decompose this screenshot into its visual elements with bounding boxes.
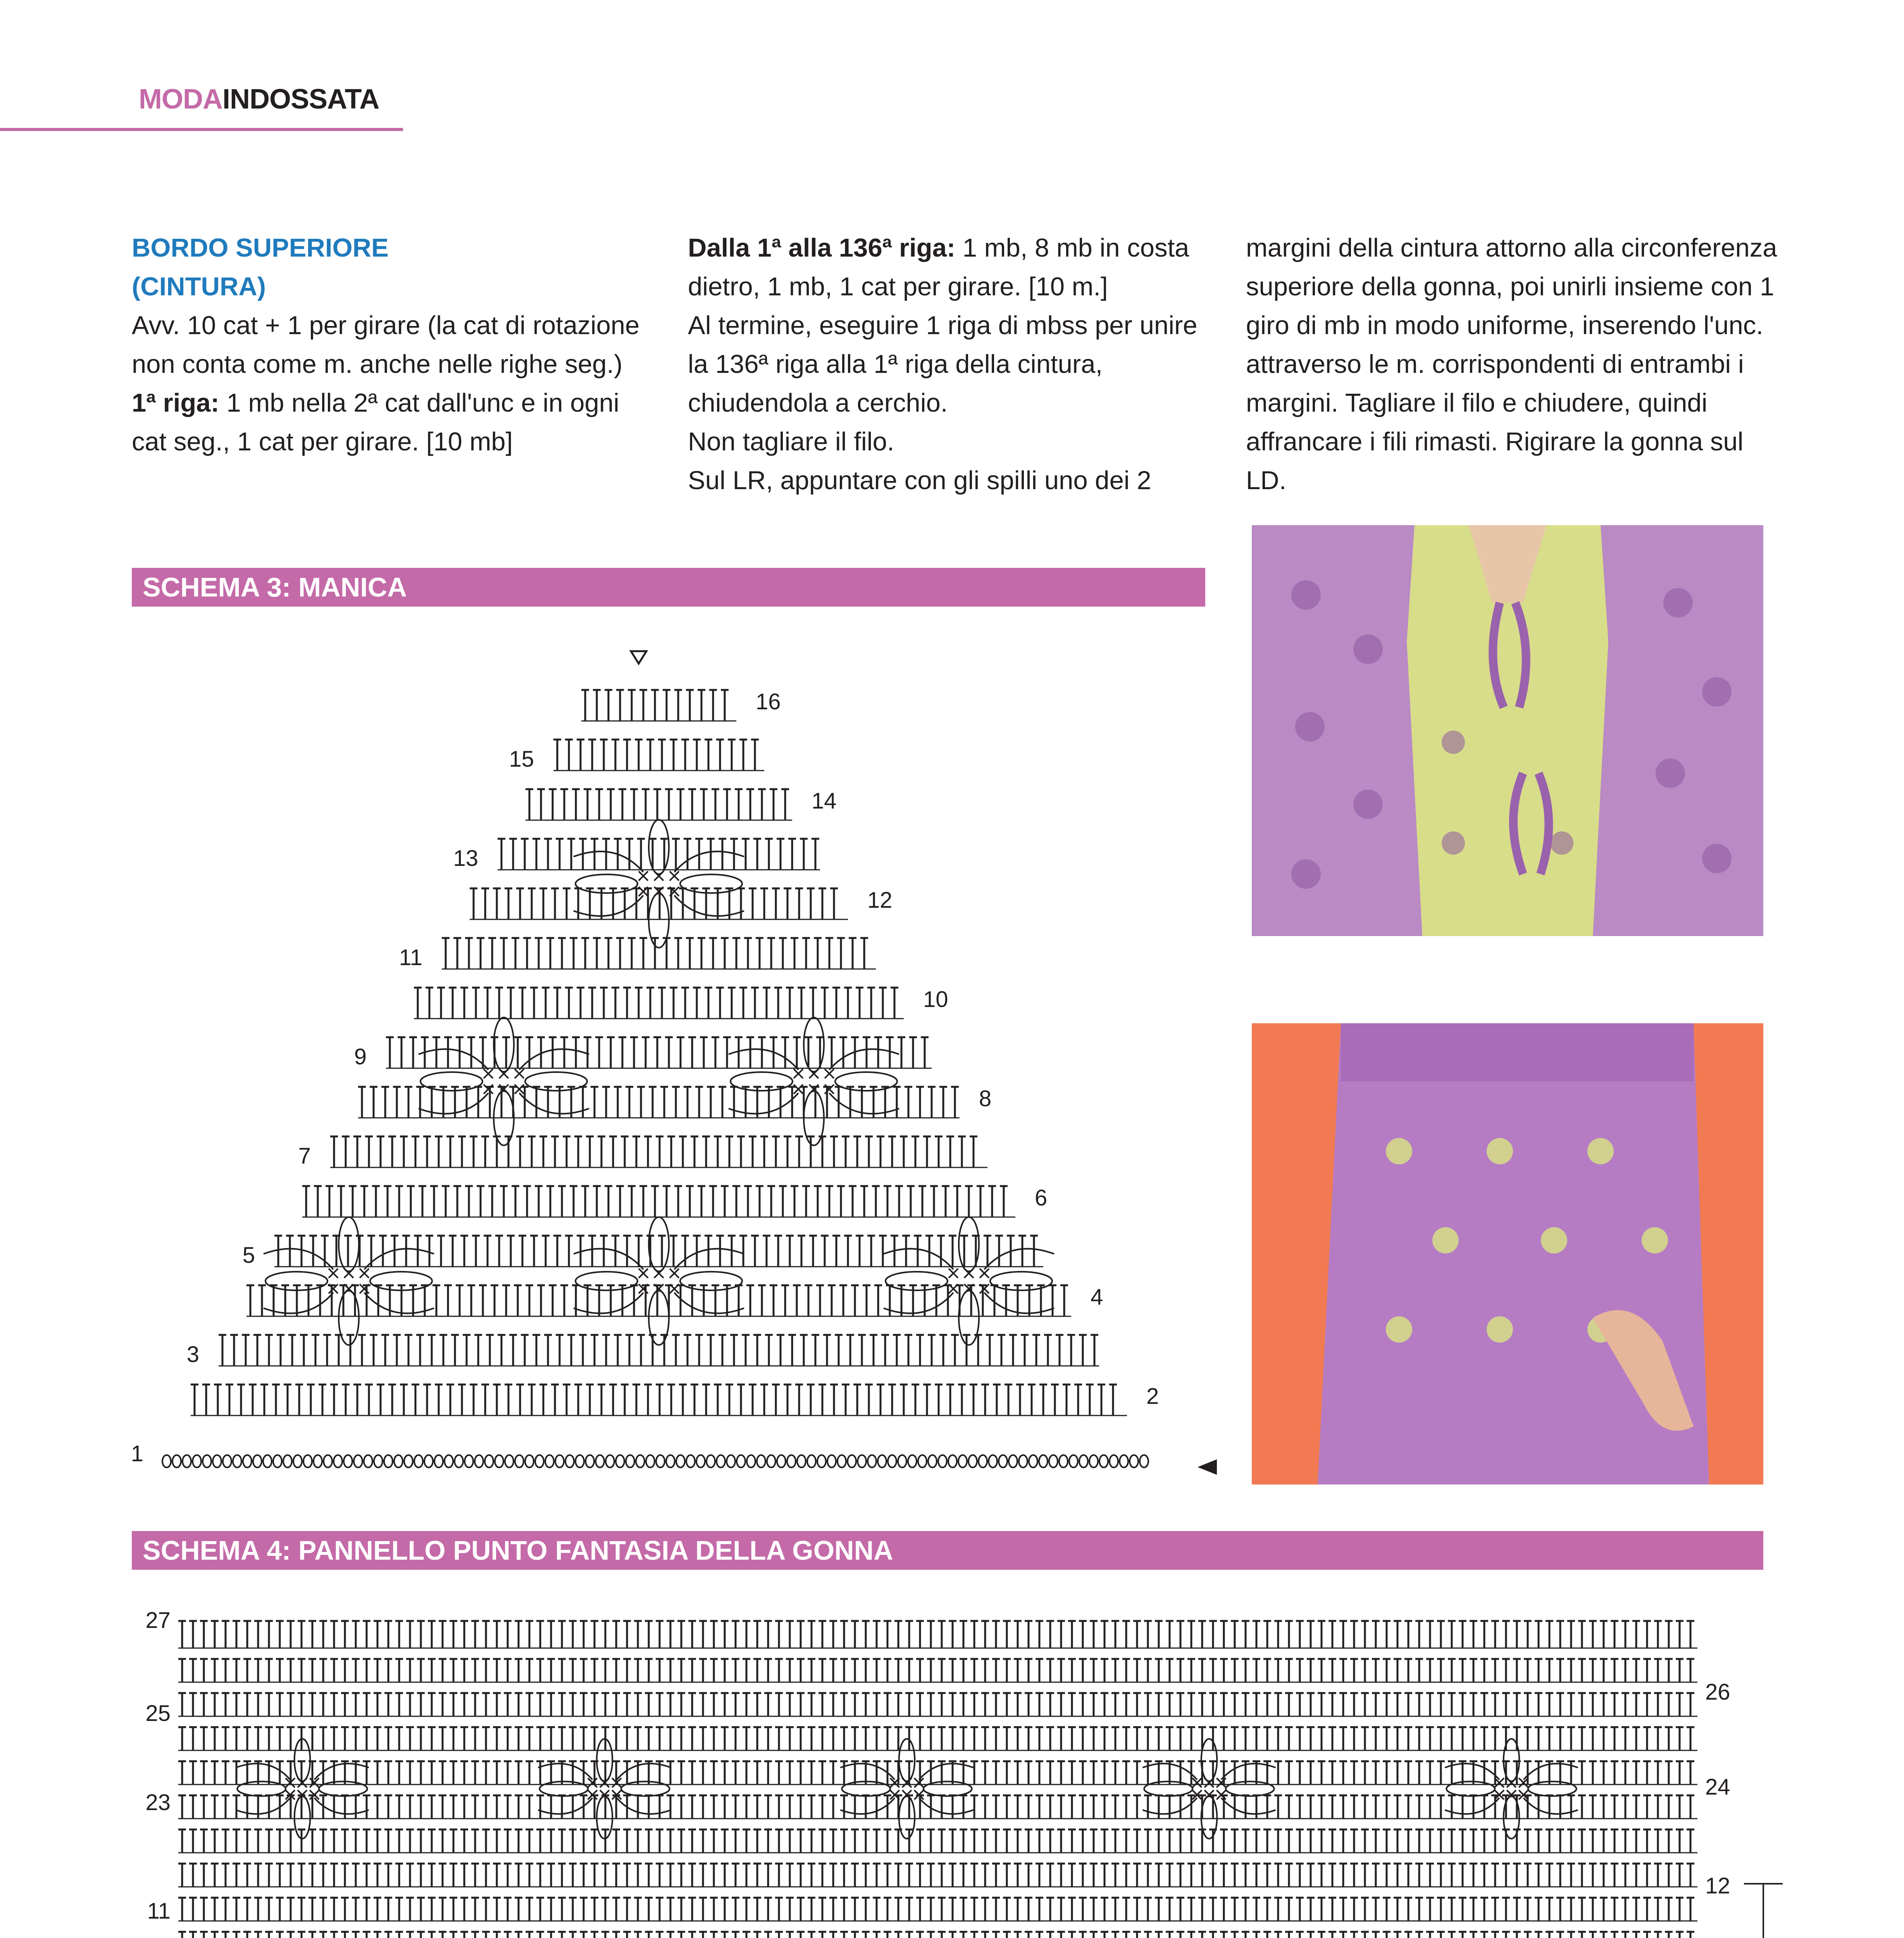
schema-4-banner (132, 1531, 1763, 1570)
row-number: 6 (1035, 1185, 1048, 1210)
stitch-row (178, 1621, 1697, 1648)
row-number: 8 (979, 1086, 992, 1111)
paragraph: margini della cintura attorno alla circonferenza superiore della gonna, poi unirli insieme con 1 giro di mb in modo uniforme, inserendo l'unc. attraverso le m. corrispondenti di entrambi i margini. Tagliare il filo e chiudere, quindi affrancare i fili rimasti. Rigirare la gonna sul LD. (1246, 233, 1777, 495)
schema-4-chart (132, 1605, 1798, 1938)
direction-arrow-icon (1198, 1459, 1217, 1475)
stitch-row (178, 1898, 1697, 1921)
paragraph: Sul LR, appuntare con gli spilli uno dei 2 (688, 466, 1151, 495)
stitch-row (498, 839, 820, 870)
flower-motif (538, 1739, 671, 1838)
photo-skirt (1252, 1023, 1763, 1485)
row-number: 9 (354, 1044, 367, 1069)
row-number: 14 (812, 788, 837, 814)
stitch-row (414, 988, 904, 1019)
stitch-row (219, 1335, 1099, 1366)
text-column-middle (688, 229, 1207, 500)
row-number: 5 (242, 1243, 255, 1268)
row-label: 1ª riga: (132, 388, 219, 417)
row-number: 4 (1091, 1285, 1103, 1310)
row-label: Dalla 1ª alla 136ª riga: (688, 233, 956, 262)
schema-3-chart (131, 636, 1225, 1492)
paragraph: Al termine, eseguire 1 riga di mbss per unire la 136ª riga alla 1ª riga della cintura, chiudendola a cerchio. (688, 311, 1198, 417)
stitch-row (178, 1864, 1697, 1887)
row-number: 13 (453, 846, 478, 871)
row-number: 26 (1705, 1679, 1730, 1705)
stitch-row (581, 690, 736, 721)
stitch-row (386, 1037, 932, 1068)
chain-row (162, 1455, 1148, 1467)
stitch-row (526, 789, 792, 820)
stitch-row (553, 740, 764, 771)
row-number: 15 (509, 747, 534, 772)
schema-4-title: SCHEMA 4: PANNELLO PUNTO FANTASIA DELLA GONNA (143, 1535, 893, 1566)
row-number: 11 (147, 1898, 171, 1924)
section-name: MODA (139, 84, 222, 115)
stitch-row (442, 938, 876, 969)
section-label (139, 83, 379, 115)
stitch-row (178, 1932, 1697, 1938)
row-number: 12 (867, 888, 893, 913)
row-number: 24 (1705, 1774, 1730, 1800)
paragraph: Non tagliare il filo. (688, 427, 894, 456)
stitch-row (178, 1795, 1697, 1819)
stitch-row (191, 1385, 1127, 1416)
row-number: 2 (1146, 1384, 1159, 1409)
paragraph (132, 384, 651, 461)
start-marker-icon (631, 651, 646, 664)
row-text: 1 mb, 8 mb in costa dietro, 1 mb, 1 cat per girare. [10 m.] (688, 233, 1189, 301)
text-column-right (1246, 229, 1785, 500)
subsection-name: INDOSSATA (222, 84, 379, 115)
flower-motif (1142, 1739, 1275, 1838)
row-number: 27 (145, 1608, 171, 1633)
stitch-row (178, 1693, 1697, 1716)
row-number: 12 (1705, 1873, 1730, 1898)
row-number: 11 (399, 945, 422, 970)
stitch-row (178, 1659, 1697, 1682)
flower-motif (1445, 1739, 1578, 1838)
photo-jacket (1252, 525, 1763, 936)
column-heading: BORDO SUPERIORE (CINTURA) (132, 233, 389, 301)
stitch-row (178, 1829, 1697, 1853)
stitch-row (178, 1727, 1697, 1750)
row-number: 25 (145, 1701, 171, 1726)
row-number: 3 (186, 1342, 199, 1367)
row-number: 10 (923, 987, 948, 1012)
text-column-left (132, 229, 651, 461)
stitch-row (302, 1186, 1015, 1217)
row-number: 7 (298, 1143, 311, 1169)
schema-3-banner (132, 568, 1205, 607)
header-rule (0, 128, 403, 131)
row-text: 1 mb nella 2ª cat dall'unc e in ogni cat seg., 1 cat per girare. [10 mb] (132, 388, 619, 456)
stitch-row (330, 1136, 987, 1167)
row-number: 1 (131, 1441, 143, 1466)
paragraph: Avv. 10 cat + 1 per girare (la cat di rotazione non conta come m. anche nelle righe seg.) (132, 311, 640, 379)
row-number: 23 (145, 1790, 171, 1815)
row-number: 16 (756, 689, 781, 714)
flower-motif (236, 1739, 369, 1838)
flower-motif (840, 1739, 973, 1838)
paragraph (688, 229, 1207, 306)
schema-3-title: SCHEMA 3: MANICA (143, 572, 407, 602)
